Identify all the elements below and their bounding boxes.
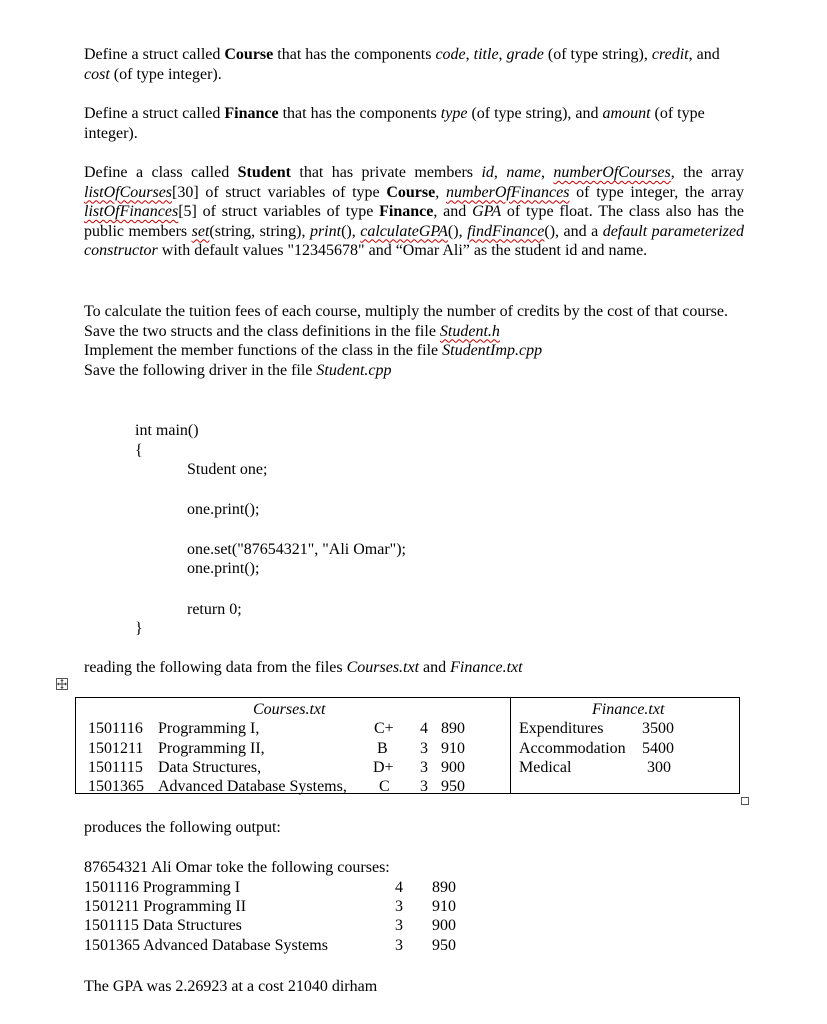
course-title: Programming I,: [158, 720, 260, 737]
spellcheck-word: calculateGPA: [360, 222, 448, 240]
code-line: Student one;: [187, 461, 268, 478]
output-credit: 3: [395, 917, 403, 934]
output-course: 1501211 Programming II: [84, 898, 247, 915]
course-credit: 3: [420, 759, 428, 776]
paragraph-finance-struct: Define a struct called Finance that has the components type (of type string), and amount (of type integer).: [84, 105, 705, 142]
course-credit: 3: [420, 778, 428, 795]
code-line: one.set("87654321", "Ali Omar");: [187, 541, 406, 558]
course-id: 1501211: [88, 740, 144, 757]
course-keyword: Course: [224, 46, 274, 63]
spellcheck-word: listOfFinances: [84, 203, 179, 220]
spellcheck-word: set: [191, 222, 210, 240]
code-line: one.print();: [187, 501, 260, 518]
output-gpa-line: The GPA was 2.26923 at a cost 21040 dirham: [84, 978, 378, 995]
finance-type: Accommodation: [519, 740, 626, 757]
course-grade: C+: [374, 720, 394, 737]
output-course: 1501115 Data Structures: [84, 917, 242, 934]
paragraph-student-class: Define a class called Student that has private members id, name, numberOfCourses, the array listOfCourses[30] of struct variables of type Course, numberOfFinances of type integer, the array listOfFinances[5] of struct variables of type Finance, and GPA of type float. The class also has the public members set(string, string), print(), calculateGPA(), findFinance(), and a default parameterized constructor with default values "12345678" and “Omar Ali” as the student id and name.: [84, 164, 745, 259]
code-line: one.print();: [187, 560, 260, 577]
course-grade: B: [377, 740, 388, 757]
paragraph-instructions: To calculate the tuition fees of each course, multiply the number of credits by the cost of that course. Save the two structs and the class definitions in the file Student.h Implement the member functions of the class in the file StudentImp.cpp Save the following driver in the file Student.cpp: [84, 303, 728, 379]
spellcheck-word: numberOfCourses: [553, 164, 671, 181]
finance-amount: 3500: [642, 720, 674, 737]
reading-files-line: reading the following data from the files Courses.txt and Finance.txt: [84, 659, 523, 676]
paragraph-course-struct: Define a struct called Course that has the components code, title, grade (of type string), credit, and cost (of type integer).: [84, 46, 720, 83]
course-cost: 900: [441, 759, 465, 776]
finance-header: Finance.txt: [592, 701, 665, 718]
table-resize-handle[interactable]: [741, 797, 749, 805]
output-intro: produces the following output:: [84, 819, 281, 836]
course-title: Advanced Database Systems,: [158, 778, 347, 795]
courses-header: Courses.txt: [253, 701, 326, 718]
code-line: int main(): [135, 422, 199, 439]
output-credit: 3: [395, 898, 403, 915]
output-cost: 890: [432, 879, 456, 896]
table-move-handle-icon[interactable]: [56, 678, 68, 690]
output-heading: 87654321 Ali Omar toke the following courses:: [84, 859, 390, 876]
course-grade: D+: [373, 759, 394, 776]
spellcheck-word: Student.h: [439, 322, 500, 340]
output-course: 1501116 Programming I: [84, 879, 241, 896]
code-line: }: [135, 620, 143, 637]
course-cost: 890: [441, 720, 465, 737]
course-grade: C: [379, 778, 390, 795]
finance-keyword: Finance: [224, 105, 279, 122]
course-title: Data Structures,: [158, 759, 262, 776]
finance-type: Medical: [519, 759, 572, 776]
spellcheck-word: findFinance: [467, 222, 545, 240]
output-credit: 4: [395, 879, 403, 896]
finance-amount: 5400: [642, 740, 674, 757]
course-id: 1501115: [88, 759, 143, 776]
course-title: Programming II,: [158, 740, 265, 757]
output-cost: 900: [432, 917, 456, 934]
student-keyword: Student: [237, 164, 291, 181]
course-id: 1501116: [88, 720, 143, 737]
spellcheck-word: numberOfFinances: [445, 183, 570, 201]
data-files-table: [75, 697, 740, 794]
course-credit: 4: [420, 720, 428, 737]
finance-type: Expenditures: [519, 720, 604, 737]
output-cost: 950: [432, 937, 456, 954]
output-cost: 910: [432, 898, 456, 915]
output-course: 1501365 Advanced Database Systems: [84, 937, 328, 954]
course-cost: 910: [441, 740, 465, 757]
course-id: 1501365: [88, 778, 144, 795]
table-divider: [510, 698, 511, 793]
spellcheck-word: listOfCourses: [84, 183, 173, 201]
course-cost: 950: [441, 778, 465, 795]
course-credit: 3: [420, 740, 428, 757]
code-line: {: [135, 442, 143, 459]
finance-amount: 300: [647, 759, 671, 776]
output-credit: 3: [395, 937, 403, 954]
code-line: return 0;: [187, 601, 242, 618]
